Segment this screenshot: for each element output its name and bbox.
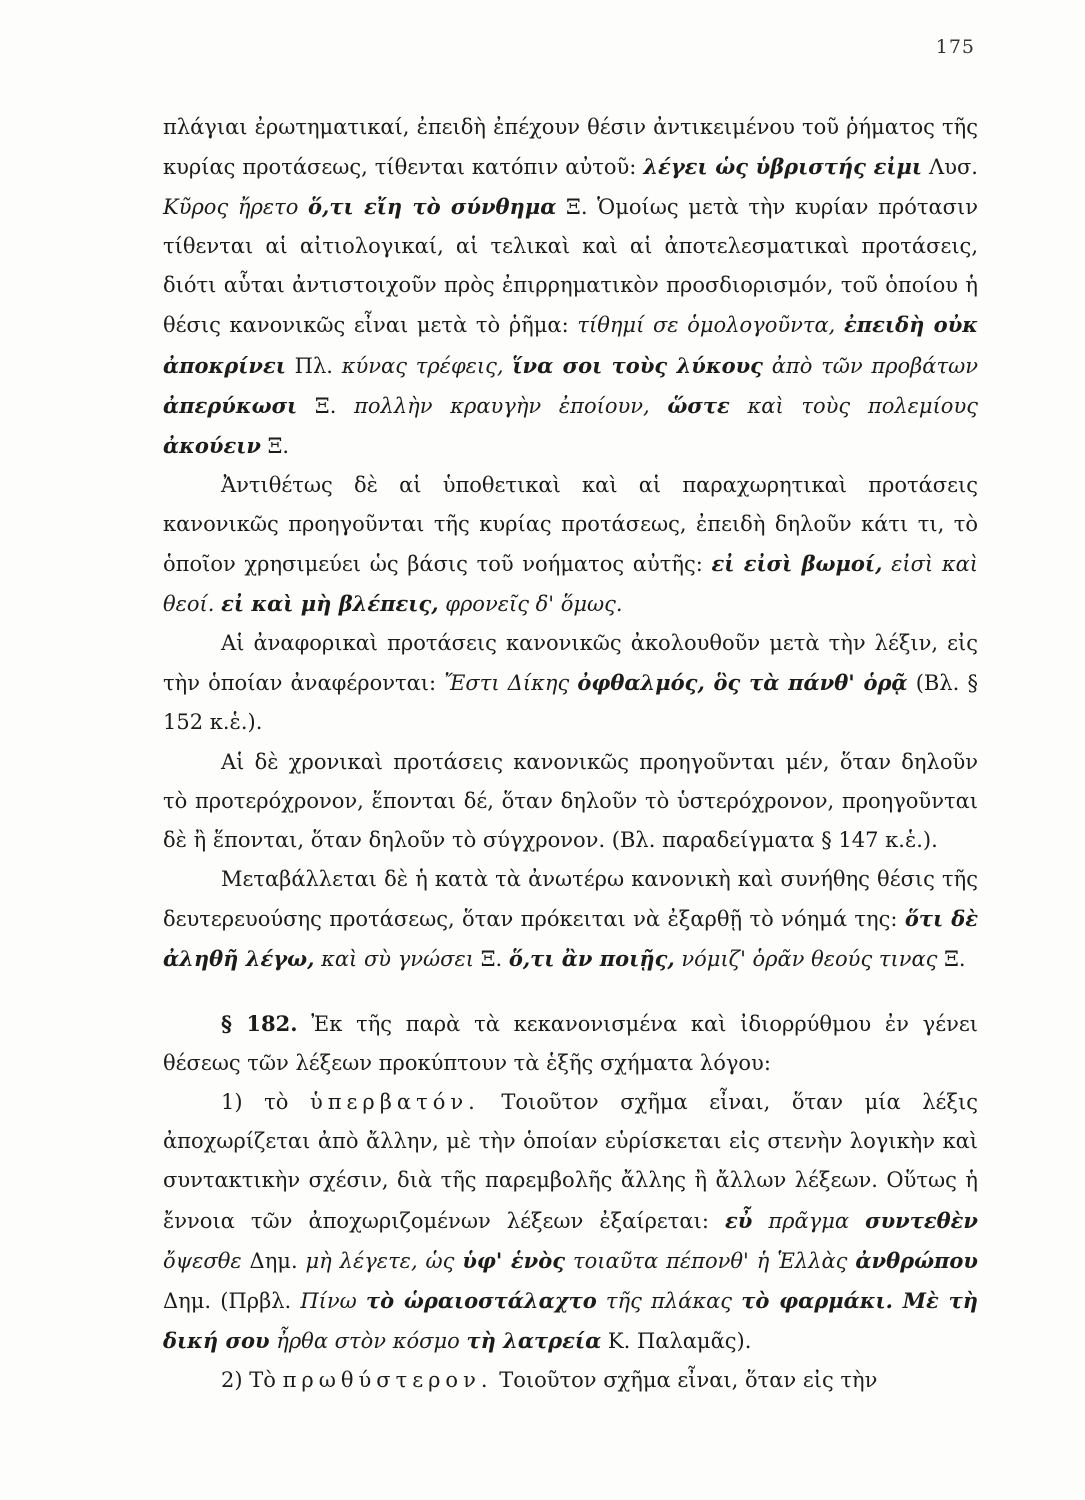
text-run: Αἱ δὲ χρονικαὶ προτάσεις κανονικῶς προηγοῦνται μέν, ὅταν δηλοῦν τὸ προτερόχρονον, ἕπονται δέ, ὅταν δηλοῦν τὸ ὑστερόχρονον, προηγοῦνται δὲ ἢ ἕπονται, ὅταν δηλοῦν τὸ σύγχρονον. (Βλ. παραδείγματα § 147 κ.ἑ.). [163,749,978,852]
section-number: § 182. [221,1011,298,1037]
text-run: Ξ. [937,946,966,971]
term-spaced: ὑπερβατόν. [309,1090,480,1115]
example-italic: πρᾶγμα [768,1208,850,1233]
list-number: 2) Τὸ [221,1367,276,1392]
example-italic: εἰσὶ καὶ θεοί. [163,552,979,617]
example-italic: ἦρθα στὸν κόσμο [276,1328,460,1353]
example-italic: τίθημί σε ὁμολογοῦντα, [577,313,836,338]
example-italic: Κῦρος ἤρετο [163,195,299,220]
paragraph-hysteron-proteron [163,1361,978,1400]
example-italic: καὶ σὺ γνώσει [321,946,475,971]
page-number: 175 [935,36,975,58]
example-italic: ἀπὸ τῶν προβάτων [771,353,978,378]
example-italic: μὴ λέγετε, ὡς [305,1248,455,1273]
example-bold: ἐπειδὴ οὐκ ἀποκρίνει [163,312,978,378]
example-italic: πολλὴν κραυγὴν ἐποίουν, [354,393,650,418]
example-bold: εἰ καὶ μὴ βλέπεις, [221,591,439,617]
example-bold: ὅτι δὲ ἀληθῆ λέγω, [163,905,978,971]
text-run: Ξ. [260,433,290,458]
example-italic: νόμιζ' ὁρᾶν θεούς τινας [681,946,938,971]
text-run: Μεταβάλλεται δὲ ἡ κατὰ τὰ ἀνωτέρω κανονικὴ καὶ συνήθης θέσις τῆς δευτερευούσης προτάσεως, ὅταν πρόκειται νὰ ἐξαρθῇ τὸ νόημά της: [163,866,978,931]
text-run: Τοιοῦτον σχῆμα εἶναι, ὅταν μία λέξις ἀποχωρίζεται ἀπὸ ἄλλην, μὲ τὴν ὁποίαν εὑρίσκεται εἰς στενὴν λογικὴν καὶ συντακτικὴν σχέσιν, διὰ τῆς παρεμβολῆς ἄλλης ἢ ἄλλων λέξεων. Οὕτως ἡ ἔννοια τῶν ἀποχωριζομένων λέξεων ἐξαίρεται: [163,1090,978,1233]
example-bold: τὸ ὡραιοστάλαχτο [365,1287,597,1313]
example-bold: ἀκούειν [163,432,261,458]
text-run: Ξ. Ὁμοίως μετὰ τὴν κυρίαν πρότασιν τίθενται αἱ αἰτιολογικαί, αἱ τελικαὶ καὶ αἱ ἀποτελεσματικαὶ προτάσεις, διότι αὗται ἀντιστοιχοῦν πρὸς ἐπιρρηματικὸν προσδιορισμόν, τοῦ ὁποίου ἡ θέσις κανονικῶς εἶναι μετὰ τὸ ῥῆμα: [163,195,978,338]
paragraph-4 [163,743,978,860]
example-bold: ἵνα σοι τοὺς λύκους [512,352,763,378]
text-run: Λυσ. [922,155,978,180]
example-italic: τοιαῦτα πέπονθ' ἡ Ἑλλὰς [572,1248,848,1273]
term-spaced: πρωθύστερον. [282,1367,493,1392]
example-italic: φρονεῖς δ' ὅμως. [445,592,623,617]
text-run: (Βλ. § 152 κ.ἑ.). [163,671,978,735]
example-italic: τῆς πλάκας [605,1288,733,1313]
example-italic: ὄψεσθε [163,1248,242,1273]
text-run: πλάγιαι ἐρωτηματικαί, ἐπειδὴ ἐπέχουν θέσιν ἀντικειμένου τοῦ ῥήματος τῆς κυρίας προτάσεως, τίθενται κατόπιν αὐτοῦ: [163,115,978,180]
text-run: Αἱ ἀναφορικαὶ προτάσεις κανονικῶς ἀκολουθοῦν μετὰ τὴν λέξιν, εἰς τὴν ὁποίαν ἀναφέρονται: [163,631,978,696]
example-bold: συντεθὲν [865,1207,978,1233]
example-bold: εὖ [724,1207,753,1233]
example-italic: καὶ τοὺς πολεμίους [747,393,978,418]
paragraph-1 [163,108,978,466]
text-run: Τοιοῦτον σχῆμα εἶναι, ὅταν εἰς τὴν [492,1367,878,1392]
example-bold: ὅ,τι ἂν ποιῇς, [508,945,675,971]
text-run: Δημ. [241,1248,306,1273]
example-bold: ἀπερύκωσι [163,392,298,418]
paragraph-2 [163,466,978,624]
example-italic: Ἔστι Δίκης [444,671,570,696]
example-bold: ὅ,τι εἴη τὸ σύνθημα [308,194,557,220]
text-run: Ξ. [474,946,509,971]
text-run: Ἐκ τῆς παρὰ τὰ κεκανονισμένα καὶ ἰδιορρύθμου ἐν γένει θέσεως τῶν λέξεων προκύπτουν τὰ ἑξῆς σχήματα λόγου: [163,1012,978,1076]
list-number: 1) τὸ [221,1090,289,1115]
example-italic: Πίνω [300,1288,357,1313]
example-bold: τὴ λατρεία [466,1327,602,1353]
body-text [163,108,978,1400]
example-bold: λέγει ὡς ὑβριστής εἰμι [643,154,923,180]
example-bold: εἰ εἰσὶ βωμοί, [711,551,883,577]
text-run: Ἀντιθέτως δὲ αἱ ὑποθετικαὶ καὶ αἱ παραχωρητικαὶ προτάσεις κανονικῶς προηγοῦνται τῆς κυρίας προτάσεως, ἐπειδὴ δηλοῦν κάτι τι, τὸ ὁποῖον χρησιμεύει ὡς βάσις τοῦ νοήματος αὐτῆς: [163,472,978,577]
example-bold: ὑφ' ἑνὸς [462,1247,566,1273]
example-italic: κύνας τρέφεις, [341,353,504,378]
paragraph-5 [163,860,978,979]
example-bold: ἀνθρώπου [855,1247,979,1273]
example-bold: ὥστε [667,392,730,418]
section-182-paragraph [163,1004,978,1083]
text-run: Δημ. (Πρβλ. [163,1288,301,1313]
paragraph-hyperbaton [163,1083,978,1361]
example-bold: ὀφθαλμός, ὃς τὰ πάνθ' ὁρᾷ [577,670,908,696]
text-run: Ξ. [297,393,355,418]
example-bold: τὸ φαρμάκι. Μὲ τὴ δική σου [163,1287,978,1353]
text-run: Κ. Παλαμᾶς). [601,1328,752,1353]
paragraph-3 [163,624,978,742]
text-run: Πλ. [285,353,342,378]
